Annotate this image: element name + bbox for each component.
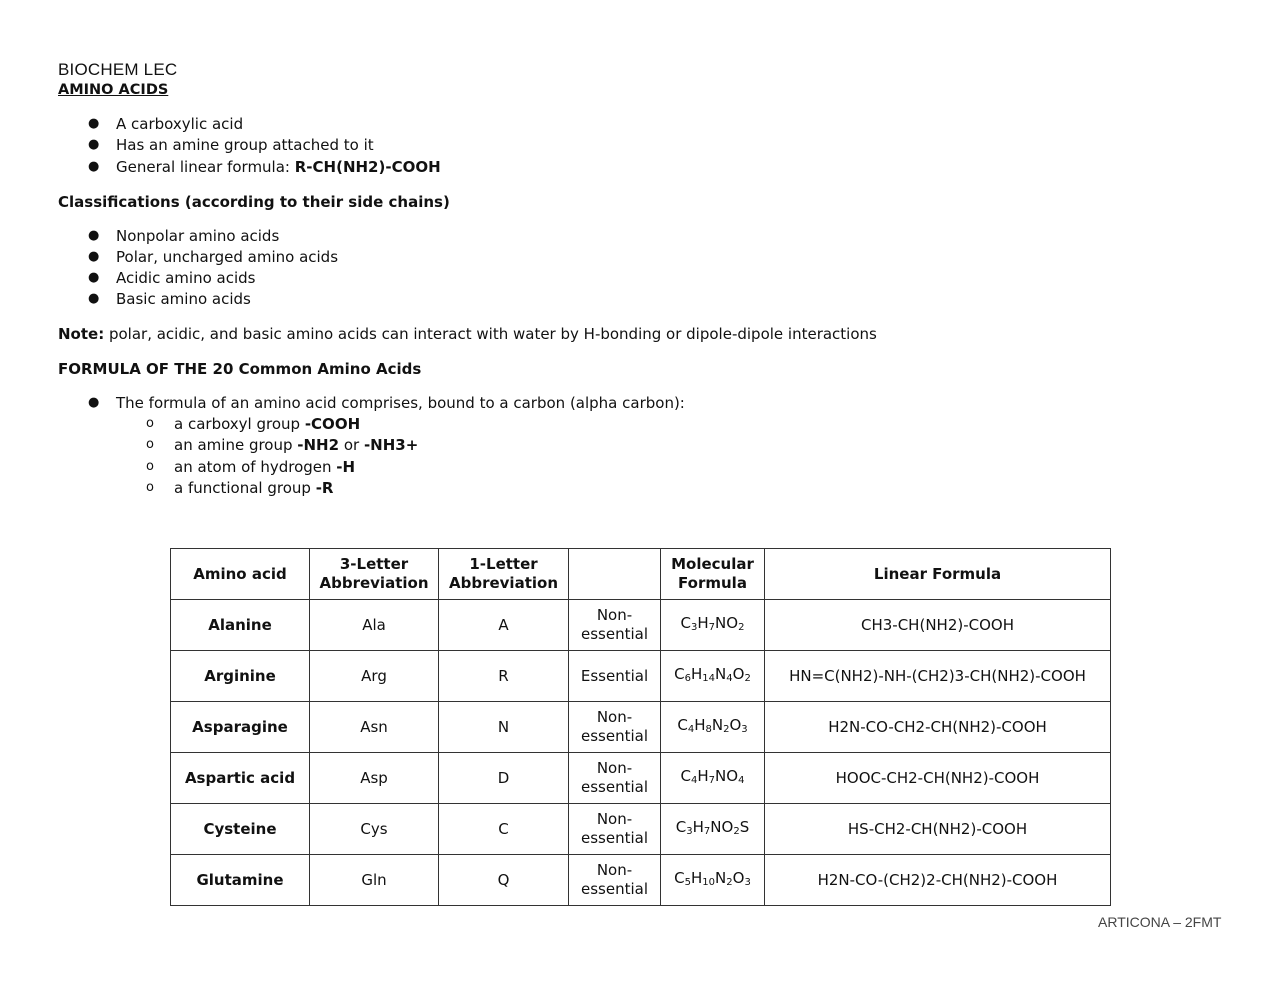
three-letter-cell: Ala [310, 600, 439, 651]
list-item: General linear formula: R-CH(NH2)-COOH [116, 158, 441, 176]
column-header: 1-Letter Abbreviation [439, 549, 569, 600]
bullet-icon: ● [88, 270, 100, 285]
column-header: Amino acid [171, 549, 310, 600]
table-row [171, 651, 1111, 702]
formula-bullet: The formula of an amino acid comprises, bound to a carbon (alpha carbon): [116, 394, 685, 412]
bullet-icon: ● [88, 291, 100, 306]
linear-formula-cell: HN=C(NH2)-NH-(CH2)3-CH(NH2)-COOH [765, 651, 1111, 702]
molecular-formula-cell: $C_4H_7NO_4$ [661, 753, 765, 804]
one-letter-cell: A [439, 600, 569, 651]
table-row [171, 753, 1111, 804]
list-item: an amine group -NH2 or -NH3+ [174, 436, 419, 454]
list-item: A carboxylic acid [116, 115, 244, 133]
general-formula: R-CH(NH2)-COOH [294, 158, 441, 176]
linear-formula-cell: HS-CH2-CH(NH2)-COOH [765, 804, 1111, 855]
amino-acid-name-cell: Glutamine [171, 855, 310, 906]
list-item: Has an amine group attached to it [116, 136, 374, 154]
amino-acid-table [170, 548, 1111, 906]
bullet-icon: ● [88, 228, 100, 243]
list-item: Basic amino acids [116, 290, 251, 308]
amino-acid-name-cell: Arginine [171, 651, 310, 702]
table-body [171, 600, 1111, 906]
column-header: 3-Letter Abbreviation [310, 549, 439, 600]
three-letter-cell: Asp [310, 753, 439, 804]
list-item: an atom of hydrogen -H [174, 458, 356, 476]
classifications-heading: Classifications (according to their side chains) [58, 193, 450, 211]
column-header [569, 549, 661, 600]
bullet-icon: ● [88, 249, 100, 264]
amino-acid-name-cell: Cysteine [171, 804, 310, 855]
molecular-formula-cell: $C_3H_7NO_2$ [661, 600, 765, 651]
table-row [171, 855, 1111, 906]
three-letter-cell: Arg [310, 651, 439, 702]
list-item: Nonpolar amino acids [116, 227, 280, 245]
column-header: Linear Formula [765, 549, 1111, 600]
amino-acid-name-cell: Alanine [171, 600, 310, 651]
essentiality-cell: Non-essential [569, 600, 661, 651]
molecular-formula-cell: $C_3H_7NO_2S$ [661, 804, 765, 855]
essentiality-cell: Essential [569, 651, 661, 702]
linear-formula-cell: CH3-CH(NH2)-COOH [765, 600, 1111, 651]
note-paragraph: Note: polar, acidic, and basic amino acids can interact with water by H-bonding or dipole-dipole interactions [58, 325, 877, 343]
column-header: Molecular Formula [661, 549, 765, 600]
essentiality-cell: Non-essential [569, 855, 661, 906]
section-title: AMINO ACIDS [58, 82, 169, 98]
circle-bullet-icon: o [146, 437, 154, 452]
list-item: Acidic amino acids [116, 269, 256, 287]
amino-acid-name-cell: Asparagine [171, 702, 310, 753]
bullet-icon: ● [88, 116, 100, 131]
circle-bullet-icon: o [146, 480, 154, 495]
amino-acid-name-cell: Aspartic acid [171, 753, 310, 804]
molecular-formula-cell: $C_4H_8N_2O_3$ [661, 702, 765, 753]
three-letter-cell: Asn [310, 702, 439, 753]
linear-formula-cell: H2N-CO-(CH2)2-CH(NH2)-COOH [765, 855, 1111, 906]
table-row [171, 702, 1111, 753]
note-label: Note: [58, 325, 105, 343]
bullet-icon: ● [88, 137, 100, 152]
bullet-icon: ● [88, 159, 100, 174]
list-item: a carboxyl group -COOH [174, 415, 361, 433]
essentiality-cell: Non-essential [569, 702, 661, 753]
one-letter-cell: Q [439, 855, 569, 906]
footer-author: ARTICONA – 2FMT [1098, 914, 1222, 930]
circle-bullet-icon: o [146, 416, 154, 431]
molecular-formula-cell: $C_6H_{14}N_4O_2$ [661, 651, 765, 702]
linear-formula-cell: HOOC-CH2-CH(NH2)-COOH [765, 753, 1111, 804]
table-row [171, 600, 1111, 651]
header-title: BIOCHEM LEC [58, 60, 178, 79]
list-item: a functional group -R [174, 479, 334, 497]
formula-heading: FORMULA OF THE 20 Common Amino Acids [58, 360, 422, 378]
linear-formula-cell: H2N-CO-CH2-CH(NH2)-COOH [765, 702, 1111, 753]
bullet-icon: ● [88, 395, 100, 410]
one-letter-cell: N [439, 702, 569, 753]
list-item: Polar, uncharged amino acids [116, 248, 339, 266]
essentiality-cell: Non-essential [569, 804, 661, 855]
three-letter-cell: Cys [310, 804, 439, 855]
one-letter-cell: D [439, 753, 569, 804]
molecular-formula-cell: $C_5H_{10}N_2O_3$ [661, 855, 765, 906]
circle-bullet-icon: o [146, 459, 154, 474]
table-row [171, 804, 1111, 855]
three-letter-cell: Gln [310, 855, 439, 906]
one-letter-cell: C [439, 804, 569, 855]
one-letter-cell: R [439, 651, 569, 702]
table-header-row [171, 549, 1111, 600]
essentiality-cell: Non-essential [569, 753, 661, 804]
